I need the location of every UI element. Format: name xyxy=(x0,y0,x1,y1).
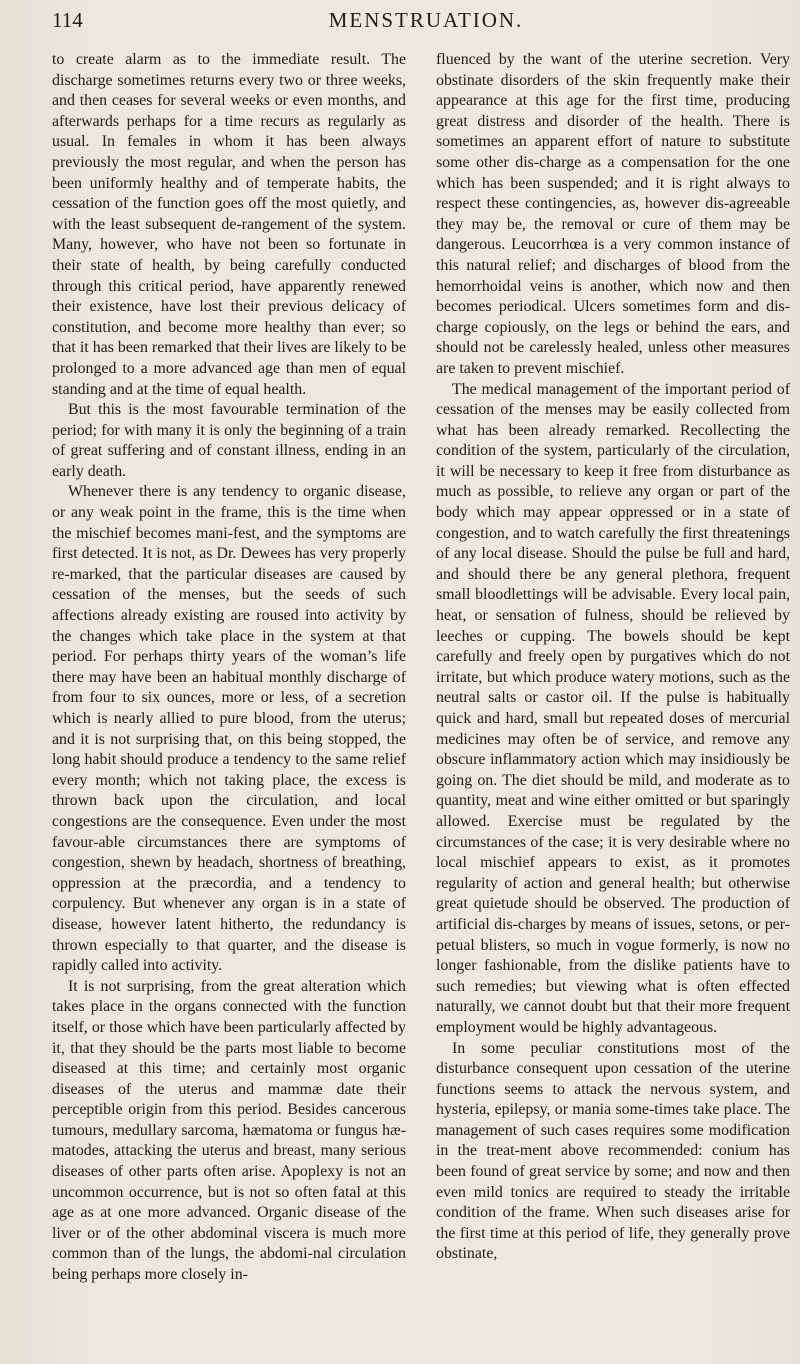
running-head xyxy=(52,8,790,42)
page-number: 114 xyxy=(52,8,83,32)
paragraph: Whenever there is any tendency to organic disease, or any weak point in the frame, this is the time when the mischief becomes mani-fest, and the symptoms are first detected. It is not, as Dr. Dewees has very properly re-marked, that the particular diseases are caused by cessation of the menses, but the seeds of such affections already existing are roused into activity by the changes which take place in the system at that period. For perhaps thirty years of the woman’s life there may have been an habitual monthly discharge of from four to six ounces, more or less, of a secretion which is nearly allied to pure blood, from the uterus; and it is not surprising that, on this being stopped, the long habit should produce a tendency to the same relief every month; which not taking place, the excess is thrown back upon the circulation, and local congestions are the consequence. Even under the most favour-able circumstances there are symptoms of congestion, shewn by headach, shortness of breathing, oppression at the præcordia, and a tendency to corpulency. But whenever any organ is in a state of disease, however latent hitherto, the redundancy is thrown especially to that quarter, and the disease is rapidly called into activity. xyxy=(52,483,406,975)
paragraph: But this is the most favourable termination of the period; for with many it is only the beginning of a train of great suffering and of constant illness, ending in an early death. xyxy=(52,401,406,480)
paragraph: It is not surprising, from the great alteration which takes place in the organs connected with the function itself, or those which have been particularly affected by it, that they should be the parts most liable to become diseased at this time; and certainly most organic diseases of the uterus and mammæ date their perceptible origin from this period. Besides cancerous tumours, medullary sarcoma, hæmatoma or fungus hæ-matodes, attacking the uterus and breast, many serious diseases of other parts often arise. Apoplexy is not an uncommon occurrence, but is not so often fatal at this age as at one more advanced. Organic disease of the liver or of the other abdominal viscera is much more common than of the lungs, the abdomi-nal circulation being perhaps more closely in- xyxy=(52,977,406,1284)
running-title: MENSTRUATION. xyxy=(328,8,524,32)
paragraph: In some peculiar constitutions most of the disturbance consequent upon cessation of the uterine functions seems to attack the nervous system, and hysteria, epilepsy, or mania some-times take place. The management of such cases requires some modification in the treat-ment above recommended: conium has been found of great service by some; and now and then even mild tonics are required to steady the irritable condition of the frame. When such diseases arise for the first time at this period of life, they generally prove obstinate, xyxy=(436,1039,790,1263)
paragraph: to create alarm as to the immediate result. The discharge sometimes returns every two or three weeks, and then ceases for several weeks or even months, and afterwards perhaps for a time recurs as regularly as usual. In females in whom it has been always previously the most regular, and when the person has been uniformly healthy and of temperate habits, the cessation of the function goes off the most quietly, and with the least subsequent de-rangement of the system. Many, however, who have not been so fortunate in their state of health, by being carefully conducted through this critical period, have apparently renewed their existence, have lost their previous delicacy of constitution, and become more healthy than ever; so that it has been remarked that their lives are likely to be prolonged to a more advanced age than men of equal standing and at the time of equal health. xyxy=(52,51,406,398)
left-column xyxy=(52,50,406,1286)
paragraph: The medical management of the important period of cessation of the menses may be easily collected from what has been already remarked. Recollecting the condition of the system, particularly of the circulation, it will be necessary to keep it free from disturbance as much as possible, to relieve any organ or part of the body which may appear oppressed or in a state of congestion, and to watch carefully the first threatenings of any local disease. Should the pulse be full and hard, and should there be any general plethora, frequent small bloodlettings will be advisable. Every local pain, heat, or sensation of fulness, should be relieved by leeches or cupping. The bowels should be kept carefully and freely open by purgatives which do not irritate, but which produce watery motions, such as the neutral salts or castor oil. If the pulse is habitually quick and hard, small but repeated doses of mercurial medicines may often be of service, and remove any obscure inflammatory action which may insidiously be going on. The diet should be mild, and moderate as to quantity, meat and wine either omitted or but sparingly allowed. Exercise must be regulated by the circumstances of the case; it is very desirable where no local mischief appears to exist, as it promotes regularity of action and general health; but otherwise great quietude should be observed. The production of artificial dis-charges by means of issues, setons, or per-petual blisters, so much in vogue formerly, is now no longer fashionable, from the dislike patients have to such remedies; but viewing what is often effected naturally, we cannot doubt but that their more frequent employment would be highly advantageous. xyxy=(436,380,790,1036)
paragraph: fluenced by the want of the uterine secretion. Very obstinate disorders of the skin frequently make their appearance at this age for the first time, producing great distress and disorder of the health. There is sometimes an apparent effort of nature to substitute some other dis-charge as a compensation for the one which has been suspended; and it is right always to respect these contingencies, as, however dis-agreeable they may be, the removal or cure of them may be dangerous. Leucorrhœa is a very common instance of this natural relief; and discharges of blood from the hemorrhoidal veins is another, which now and then becomes periodical. Ulcers sometimes form and dis-charge copiously, on the legs or behind the ears, and should not be carelessly healed, unless other measures are taken to prevent mischief. xyxy=(436,51,790,377)
right-column xyxy=(436,50,790,1286)
text-columns xyxy=(52,50,790,1286)
